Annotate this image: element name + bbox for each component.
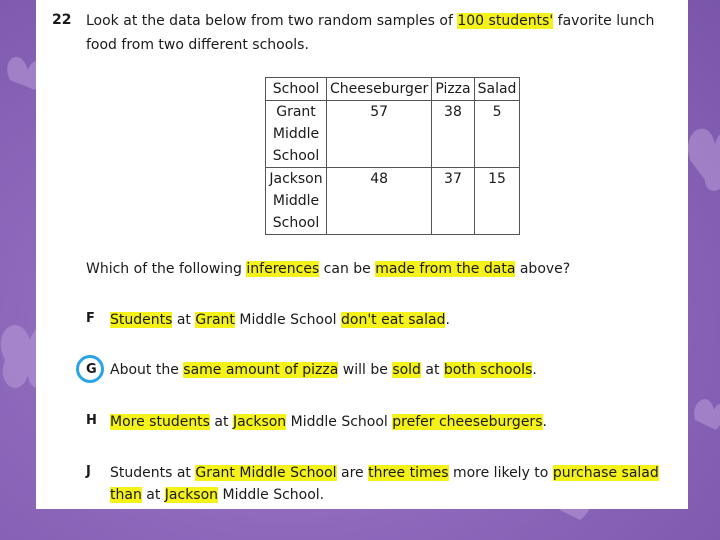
text-segment: at [141, 487, 165, 503]
highlighted-segment: Grant [195, 312, 235, 328]
option-h-letter[interactable]: H [86, 413, 97, 428]
pizza-cell: 38 [432, 101, 474, 168]
highlighted-segment: More students [110, 414, 210, 430]
highlighted-segment: purchase salad [552, 465, 659, 481]
highlighted-segment: Students [110, 312, 173, 328]
option-f-letter[interactable]: F [86, 311, 95, 326]
text-segment: . [532, 362, 537, 378]
text-segment: above? [515, 261, 571, 277]
question-number: 22 [52, 12, 72, 28]
school-name-line: School [272, 215, 320, 231]
text-segment: at [420, 362, 444, 378]
question-text [86, 9, 681, 57]
text-segment: Middle School. [218, 487, 325, 503]
pizza-cell: 37 [432, 168, 474, 235]
option-j-letter[interactable]: J [86, 464, 91, 479]
highlighted-segment: made from the data [375, 261, 516, 277]
text-segment: can be [319, 261, 376, 277]
highlighted-segment: inferences [246, 261, 320, 277]
table-header-row [266, 78, 520, 101]
text-segment: at [209, 414, 233, 430]
highlighted-segment: Jackson [232, 414, 287, 430]
highlighted-segment: three times [368, 465, 449, 481]
option-g-text[interactable] [110, 359, 680, 381]
text-segment: Look at the data below from two random samples of [86, 13, 458, 29]
column-header: Salad [474, 78, 520, 101]
school-cell [266, 168, 327, 235]
salad-cell: 15 [474, 168, 520, 235]
text-segment: Which of the following [86, 261, 247, 277]
table-row [266, 168, 520, 235]
text-segment: more likely to [448, 465, 553, 481]
text-segment: . [542, 414, 547, 430]
question-card [36, 0, 688, 509]
school-name-line: Grant [276, 104, 316, 120]
highlighted-segment: same amount of pizza [183, 362, 339, 378]
column-header: Cheeseburger [327, 78, 432, 101]
cheeseburger-cell: 57 [327, 101, 432, 168]
option-h-text[interactable] [110, 411, 680, 433]
school-name-line: Middle [272, 193, 320, 209]
school-cell [266, 101, 327, 168]
highlighted-segment: both schools [443, 362, 533, 378]
highlighted-segment: Jackson [164, 487, 219, 503]
option-j-text[interactable] [110, 462, 680, 506]
question-prompt [86, 257, 570, 281]
highlighted-segment: Grant Middle School [195, 465, 337, 481]
table-row [266, 101, 520, 168]
cheeseburger-cell: 48 [327, 168, 432, 235]
highlighted-segment: don't eat salad [341, 312, 446, 328]
salad-cell: 5 [474, 101, 520, 168]
text-segment: . [445, 312, 450, 328]
text-segment: at [172, 312, 196, 328]
column-header: School [266, 78, 327, 101]
column-header: Pizza [432, 78, 474, 101]
highlighted-segment: prefer cheeseburgers [392, 414, 543, 430]
text-segment: favorite lunch food from two different schools. [86, 13, 655, 53]
data-table [265, 77, 520, 235]
text-segment: Students at [110, 465, 196, 481]
option-f-text[interactable] [110, 309, 680, 331]
text-segment: are [336, 465, 369, 481]
text-segment: Middle School [234, 312, 341, 328]
highlighted-segment: 100 students' [457, 13, 554, 29]
school-name-line: Jackson [269, 171, 323, 187]
school-name-line: Middle [272, 126, 320, 142]
text-segment: About the [110, 362, 184, 378]
highlighted-segment: than [110, 487, 142, 503]
school-name-line: School [272, 148, 320, 164]
highlighted-segment: sold [392, 362, 421, 378]
option-g-letter[interactable]: G [86, 362, 97, 377]
text-segment: will be [338, 362, 393, 378]
text-segment: Middle School [286, 414, 393, 430]
